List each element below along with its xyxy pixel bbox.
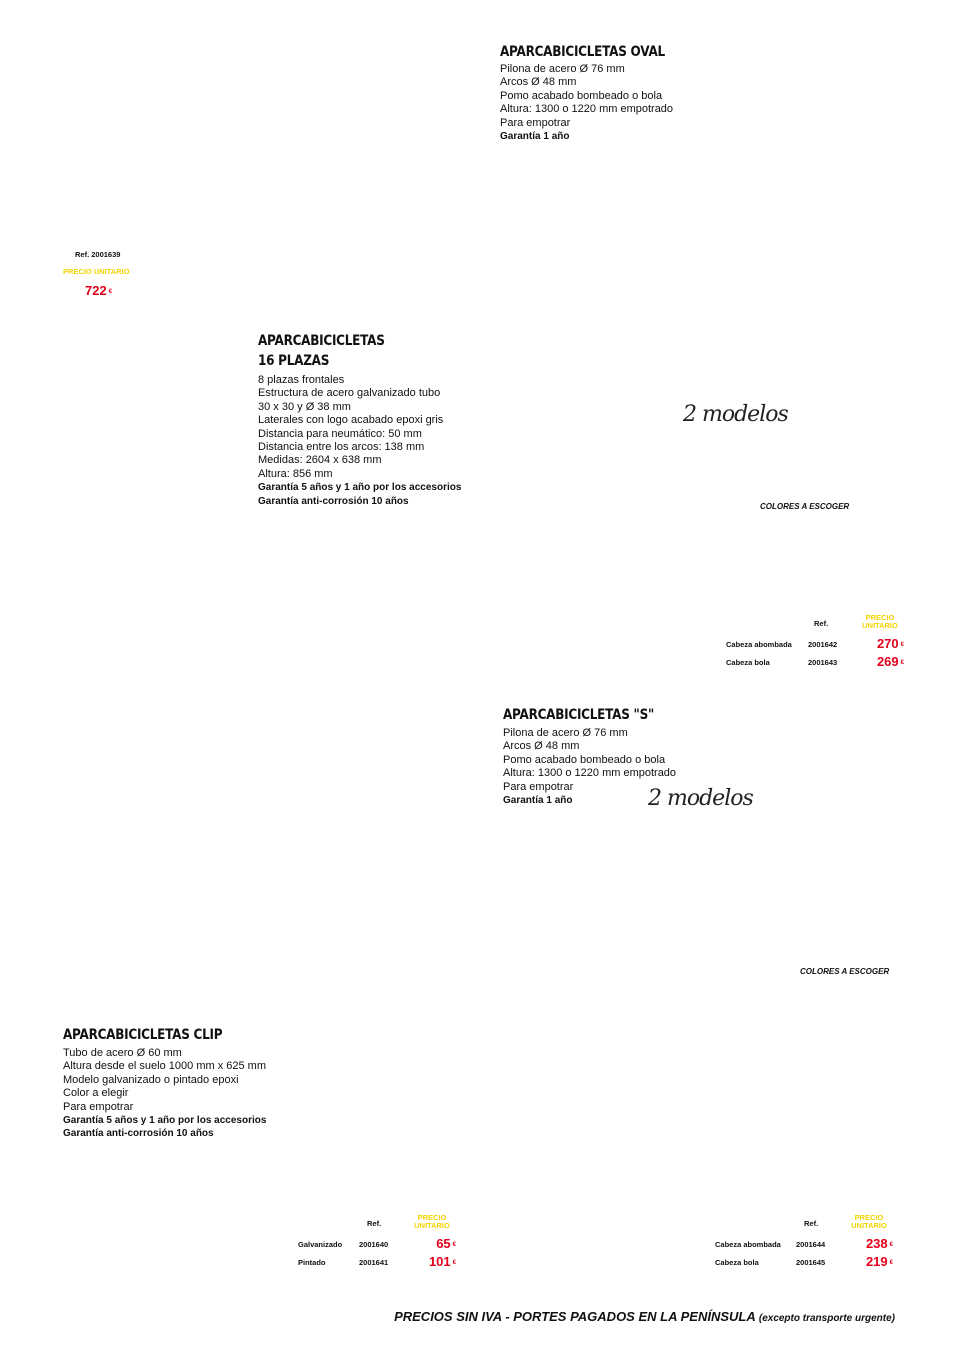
oval-warranty: Garantía 1 año (500, 131, 570, 143)
s-spec-line: Altura: 1300 o 1220 mm empotrado (503, 767, 677, 780)
table-row (715, 1254, 893, 1272)
plazas16-title-1: APARCABICICLETAS (258, 333, 385, 349)
s-spec-line: Pomo acabado bombeado o bola (503, 753, 666, 766)
oval-price-table (726, 612, 904, 672)
plazas16-ref: Ref. 2001639 (75, 250, 121, 259)
table-row (298, 1236, 456, 1254)
s-spec-line: Arcos Ø 48 mm (503, 740, 580, 753)
s-models-note: 2 modelos (648, 786, 753, 811)
price-header-line: UNITARIO (414, 1221, 450, 1230)
oval-colors-note: COLORES A ESCOGER (760, 502, 850, 511)
row-name: Cabeza abombada (726, 640, 792, 649)
oval-spec-line: Para empotrar (500, 116, 571, 129)
plazas16-spec-line: Laterales con logo acabado epoxi gris (258, 414, 444, 427)
footer-main: PRECIOS SIN IVA - PORTES PAGADOS EN LA PENÍNSULA (394, 1309, 756, 1324)
price-header-line: UNITARIO (851, 1221, 887, 1230)
row-name: Cabeza bola (715, 1258, 759, 1267)
table-row (298, 1254, 456, 1272)
price-value: 238 (865, 1236, 888, 1251)
clip-ref-header: Ref. (367, 1219, 382, 1228)
plazas16-description (258, 374, 461, 508)
footer-sub: (excepto transporte urgente) (758, 1313, 895, 1324)
table-row (726, 636, 904, 654)
footer-note (394, 1309, 895, 1324)
row-ref: 2001642 (808, 640, 838, 649)
clip-spec-line: Para empotrar (63, 1100, 134, 1113)
row-name: Cabeza bola (726, 658, 770, 667)
price-value: 270 (876, 636, 899, 651)
row-name: Pintado (298, 1258, 326, 1267)
s-spec-line: Para empotrar (503, 780, 574, 793)
price-header-line: UNITARIO (862, 621, 898, 630)
plazas16-price (85, 283, 112, 298)
s-title: APARCABICICLETAS "S" (503, 707, 655, 723)
oval-spec-line: Altura: 1300 o 1220 mm empotrado (500, 103, 674, 116)
s-price-table (715, 1212, 893, 1272)
row-price (436, 1236, 456, 1251)
row-price (877, 654, 904, 669)
price-header-line: PRECIO (854, 1213, 884, 1222)
oval-spec-line: Pilona de acero Ø 76 mm (500, 63, 625, 75)
row-ref: 2001644 (796, 1240, 826, 1249)
row-name: Cabeza abombada (715, 1240, 781, 1249)
plazas16-spec-line: Medidas: 2604 x 638 mm (258, 454, 382, 467)
clip-warranty: Garantía 5 años y 1 año por los accesorios (63, 1115, 267, 1127)
plazas16-price-value: 722 (85, 283, 107, 298)
plazas16-spec-line: 8 plazas frontales (258, 374, 345, 386)
s-price-header (845, 1214, 893, 1230)
row-ref: 2001641 (359, 1258, 389, 1267)
plazas16-spec-line: Distancia entre los arcos: 138 mm (258, 441, 425, 454)
clip-description (63, 1047, 266, 1141)
plazas16-price-label: PRECIO UNITARIO (63, 267, 130, 276)
s-spec-line: Pilona de acero Ø 76 mm (503, 727, 628, 739)
table-row (726, 654, 904, 672)
oval-title: APARCABICICLETAS OVAL (500, 44, 665, 60)
row-price (877, 636, 904, 651)
price-value: 65 (436, 1236, 451, 1251)
s-warranty: Garantía 1 año (503, 795, 573, 807)
currency-symbol: € (900, 641, 904, 648)
clip-price-header (408, 1214, 456, 1230)
price-header-line: PRECIO (417, 1213, 447, 1222)
currency-symbol: € (889, 1241, 893, 1248)
price-value: 269 (876, 654, 899, 669)
clip-spec-line: Altura desde el suelo 1000 mm x 625 mm (63, 1060, 266, 1073)
oval-spec-line: Arcos Ø 48 mm (500, 76, 577, 89)
plazas16-spec-line: 30 x 30 y Ø 38 mm (258, 400, 351, 413)
plazas16-spec-line: Estructura de acero galvanizado tubo (258, 387, 441, 400)
currency-symbol: € (900, 659, 904, 666)
row-ref: 2001640 (359, 1240, 389, 1249)
price-header-line: PRECIO (865, 613, 895, 622)
row-ref: 2001645 (796, 1258, 826, 1267)
price-value: 219 (865, 1254, 888, 1269)
row-price (866, 1254, 893, 1269)
row-ref: 2001643 (808, 658, 838, 667)
oval-spec-line: Pomo acabado bombeado o bola (500, 89, 663, 102)
clip-title: APARCABICICLETAS CLIP (63, 1027, 223, 1043)
row-price (866, 1236, 893, 1251)
plazas16-spec-line: Altura: 856 mm (258, 467, 333, 480)
oval-models-note: 2 modelos (683, 402, 788, 427)
plazas16-warranty: Garantía 5 años y 1 año por los accesorios (258, 482, 462, 494)
row-price (429, 1254, 456, 1269)
clip-corrosion-warranty: Garantía anti-corrosión 10 años (63, 1128, 214, 1140)
s-ref-header: Ref. (804, 1219, 819, 1228)
plazas16-corrosion-warranty: Garantía anti-corrosión 10 años (258, 495, 409, 507)
price-value: 101 (428, 1254, 451, 1269)
clip-spec-line: Modelo galvanizado o pintado epoxi (63, 1073, 239, 1086)
currency-symbol: € (452, 1241, 456, 1248)
plazas16-title-2: 16 PLAZAS (258, 353, 330, 369)
currency-symbol: € (108, 288, 113, 295)
table-row (715, 1236, 893, 1254)
currency-symbol: € (889, 1259, 893, 1266)
oval-price-header (856, 614, 904, 630)
plazas16-spec-line: Distancia para neumático: 50 mm (258, 427, 422, 440)
oval-ref-header: Ref. (814, 619, 829, 628)
clip-price-table (298, 1212, 456, 1272)
clip-spec-line: Tubo de acero Ø 60 mm (63, 1047, 182, 1059)
clip-spec-line: Color a elegir (63, 1087, 129, 1100)
row-name: Galvanizado (298, 1240, 343, 1249)
currency-symbol: € (452, 1259, 456, 1266)
oval-description (500, 63, 673, 143)
s-colors-note: COLORES A ESCOGER (800, 967, 890, 976)
